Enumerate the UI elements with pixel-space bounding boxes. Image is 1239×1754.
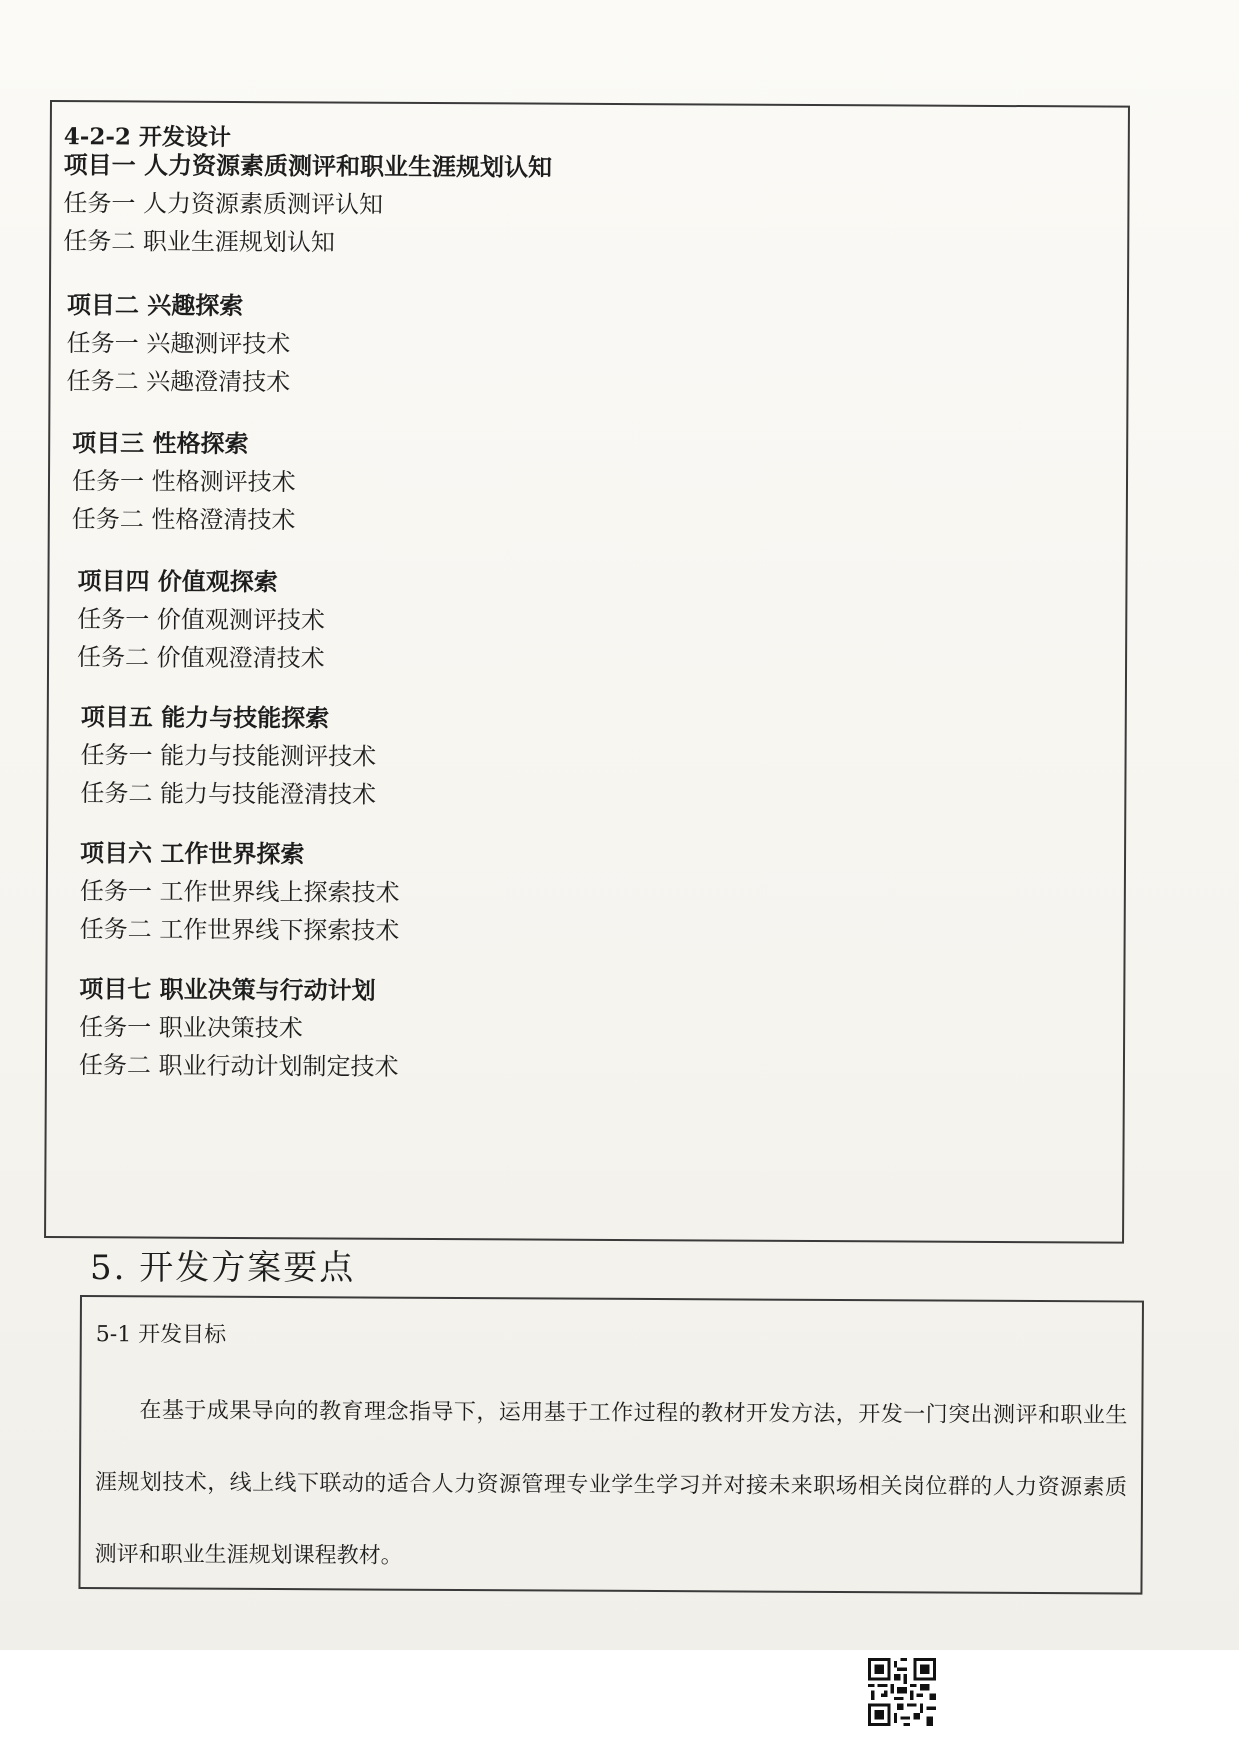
task-item: 任务一 人力资源素质测评认知 [63,189,384,219]
goal-subtitle: 5-1 开发目标 [95,1322,227,1348]
task-item: 任务一 职业决策技术 [79,1013,303,1043]
project-title: 项目五 能力与技能探索 [80,702,330,733]
project-6 [80,834,400,950]
task-item: 任务二 性格澄清技术 [71,505,296,535]
project-3 [72,424,296,539]
task-item: 任务二 能力与技能澄清技术 [80,779,377,809]
task-item: 任务一 兴趣测评技术 [66,329,291,359]
goal-paragraph: 在基于成果导向的教育理念指导下，运用基于工作过程的教材开发方法，开发一门突出测评和职业生涯规划技术，线上线下联动的适合人力资源管理专业学生学习并对接未来职场相关岗位群的人力资源素质测评和职业生涯规划课程教材。 [94,1398,1128,1569]
section-title: 4-2-2 开发设计 [63,123,231,151]
project-title: 项目四 价值观探索 [77,566,278,597]
task-item: 任务一 能力与技能测评技术 [80,741,377,771]
task-item: 任务二 价值观澄清技术 [77,643,325,673]
task-item: 任务二 工作世界线下探索技术 [79,915,400,945]
project-1 [63,146,552,263]
task-item: 任务二 职业生涯规划认知 [63,227,335,257]
task-item: 任务二 职业行动计划制定技术 [78,1051,399,1081]
project-title: 项目三 性格探索 [72,428,249,459]
project-5 [80,698,376,814]
project-title: 项目一 人力资源素质测评和职业生涯规划认知 [63,150,553,182]
qr-code-icon [868,1658,936,1726]
page-bottom-margin [0,1650,1239,1754]
project-title: 项目二 兴趣探索 [66,290,244,321]
development-goal-box [78,1295,1144,1595]
task-item: 任务一 价值观测评技术 [77,605,325,635]
project-title: 项目六 工作世界探索 [79,838,305,869]
project-2 [66,286,290,401]
task-item: 任务二 兴趣澄清技术 [66,367,291,397]
task-item: 任务一 工作世界线上探索技术 [79,877,400,907]
project-4 [77,562,325,677]
project-title: 项目七 职业决策与行动计划 [79,974,376,1005]
section-5-heading: 5. 开发方案要点 [90,1248,356,1288]
project-7 [79,970,399,1086]
development-design-box [44,100,1130,1244]
task-item: 任务一 性格测评技术 [71,467,296,497]
